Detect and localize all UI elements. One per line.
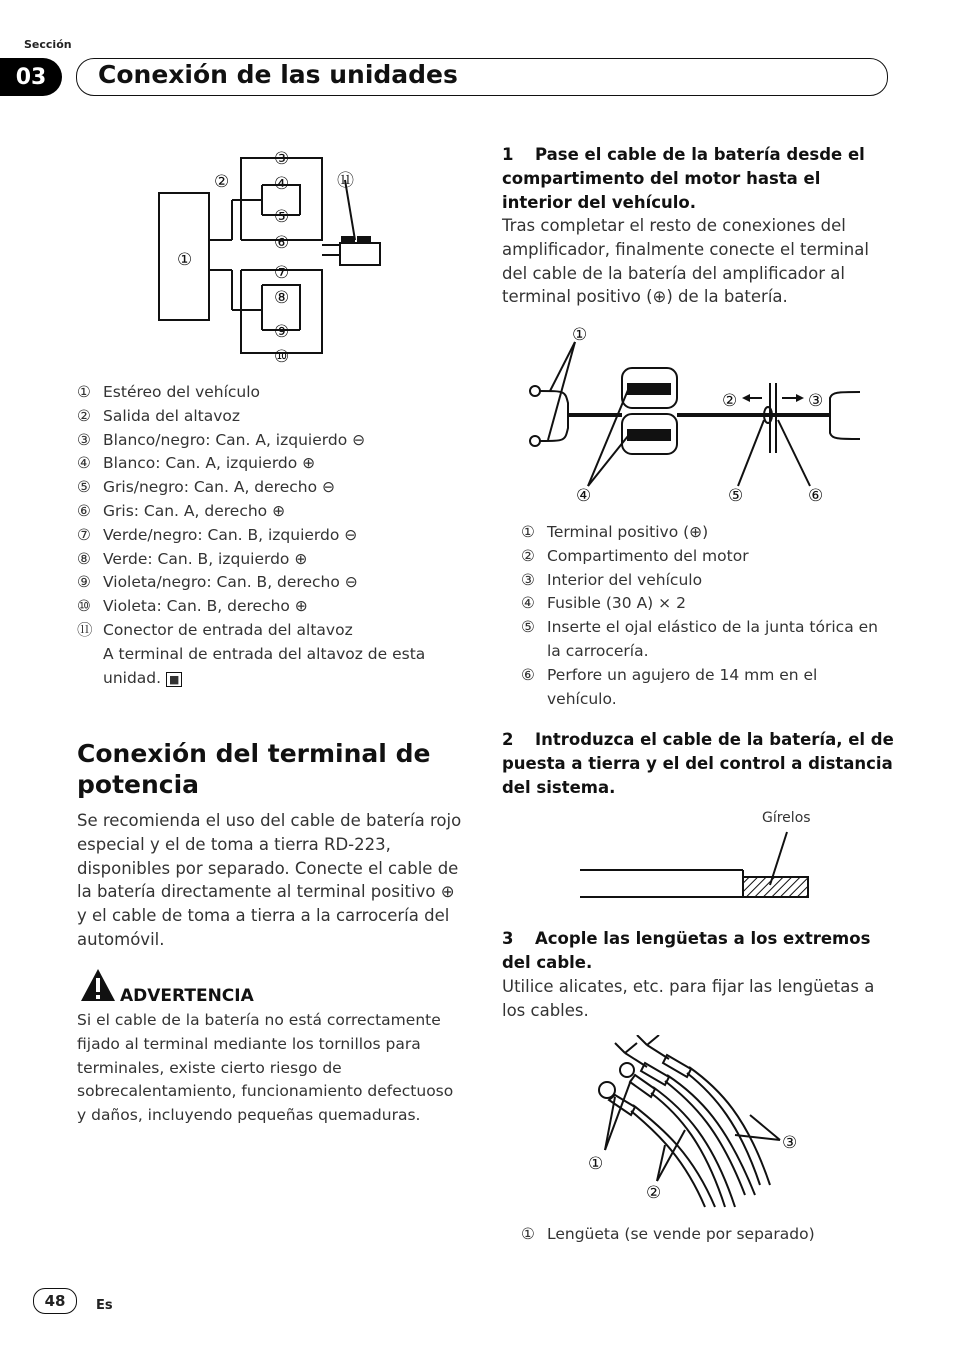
battery-cable-diagram <box>520 318 870 508</box>
step3-legend <box>521 1223 891 1247</box>
legend-item: ⑥ Gris: Can. A, derecho ⊕ <box>77 501 286 520</box>
legend-item: ② Compartimento del motor <box>521 546 749 565</box>
section-number: 03 <box>0 58 62 96</box>
section-label: Sección <box>24 38 72 51</box>
legend-item: ⑪ Conector de entrada del altavoz <box>77 620 353 639</box>
diagram-label-10: ⑩ <box>274 347 290 367</box>
diagram-label-4: ④ <box>576 486 592 506</box>
legend-item: ⑤ Inserte el ojal elástico de la junta tórica en la carrocería. <box>521 618 878 660</box>
step3-number: 3 <box>502 929 514 948</box>
step3-text: Utilice alicates, etc. para fijar las lengüetas a los cables. <box>502 977 875 1020</box>
diagram-label-7: ⑦ <box>274 263 290 283</box>
cable-lugs-diagram <box>585 1035 815 1210</box>
legend-item: ⑩ Violeta: Can. B, derecho ⊕ <box>77 597 308 616</box>
diagram-label-3: ③ <box>274 149 290 169</box>
stripped-cable-diagram <box>575 830 815 910</box>
diagram-label-9: ⑨ <box>274 322 290 342</box>
legend-item: ① Estéreo del vehículo <box>77 383 261 401</box>
diagram-label-3: ③ <box>808 391 824 411</box>
diagram-label-2: ② <box>646 1183 662 1203</box>
diagram-label-4: ④ <box>274 174 290 194</box>
speaker-wiring-diagram <box>150 145 390 370</box>
legend-item: ⑧ Verde: Can. B, izquierdo ⊕ <box>77 549 308 568</box>
diagram-label-2: ② <box>214 172 230 192</box>
speaker-legend <box>77 381 457 691</box>
diagram-label-2: ② <box>722 391 738 411</box>
legend-note: A terminal de entrada del altavoz de esta unidad. ■ <box>103 644 426 687</box>
step2-number: 2 <box>502 730 514 749</box>
step3-heading: Acople las lengüetas a los extremos del cable. <box>502 929 871 972</box>
legend-item: ⑦ Verde/negro: Can. B, izquierdo ⊖ <box>77 525 358 544</box>
diagram-label-6: ⑥ <box>274 233 290 253</box>
diagram-label-1: ① <box>177 250 193 270</box>
diagram-label-5: ⑤ <box>274 207 290 227</box>
step1-text: Tras completar el resto de conexiones del amplificador, finalmente conecte el terminal del cable de la batería del amplificador al terminal positivo (⊕) de la batería. <box>502 216 869 307</box>
warning-icon <box>80 968 116 1002</box>
step1-number: 1 <box>502 145 514 164</box>
legend-item: ⑨ Violeta/negro: Can. B, derecho ⊖ <box>77 573 358 592</box>
diagram-label-5: ⑤ <box>728 486 744 506</box>
diagram-label-3: ③ <box>782 1133 798 1153</box>
legend-item: ① Lengüeta (se vende por separado) <box>521 1225 815 1243</box>
page-number: 48 <box>33 1288 77 1314</box>
legend-item: ④ Fusible (30 A) × 2 <box>521 594 686 613</box>
warning-title: ADVERTENCIA <box>120 986 254 1006</box>
warning-text: Si el cable de la batería no está correctamente fijado al terminal mediante los tornillos para terminales, existe cierto riesgo de sobrecalentamiento, funcionamiento defectuoso y daños, incluyendo pequeñas quemaduras. <box>77 1011 454 1125</box>
legend-item: ② Salida del altavoz <box>77 406 240 425</box>
end-mark: ■ <box>166 672 182 687</box>
language-code: Es <box>96 1298 113 1313</box>
diagram-label-1: ① <box>572 325 588 345</box>
legend-item: ③ Interior del vehículo <box>521 570 703 589</box>
legend-item: ⑥ Perfore un agujero de 14 mm en el vehículo. <box>521 665 818 708</box>
step1-legend <box>521 521 891 711</box>
step2-heading: Introduzca el cable de la batería, el de puesta a tierra y el del control a distancia del sistema. <box>502 730 894 797</box>
section-title: Conexión de las unidades <box>98 60 458 89</box>
diagram-label-6: ⑥ <box>808 486 824 506</box>
step1-heading: Pase el cable de la batería desde el compartimento del motor hasta el interior del vehículo. <box>502 145 865 212</box>
diagram-label-11: ⑪ <box>337 171 354 191</box>
diagram-label-1: ① <box>588 1154 604 1174</box>
diagram-label-8: ⑧ <box>274 288 290 308</box>
legend-item: ① Terminal positivo (⊕) <box>521 523 709 541</box>
twist-label: Gírelos <box>762 810 811 826</box>
legend-item: ⑤ Gris/negro: Can. A, derecho ⊖ <box>77 478 335 497</box>
legend-item: ④ Blanco: Can. A, izquierdo ⊕ <box>77 454 316 473</box>
legend-item: ③ Blanco/negro: Can. A, izquierdo ⊖ <box>77 430 366 449</box>
power-intro: Se recomienda el uso del cable de batería rojo especial y el de toma a tierra RD-223, disponibles por separado. Conecte el cable de la batería directamente al terminal positivo ⊕ y el cable de toma a tierra a la carrocería del automóvil. <box>77 811 462 949</box>
power-section-title: Conexión del terminal de potencia <box>77 739 431 799</box>
